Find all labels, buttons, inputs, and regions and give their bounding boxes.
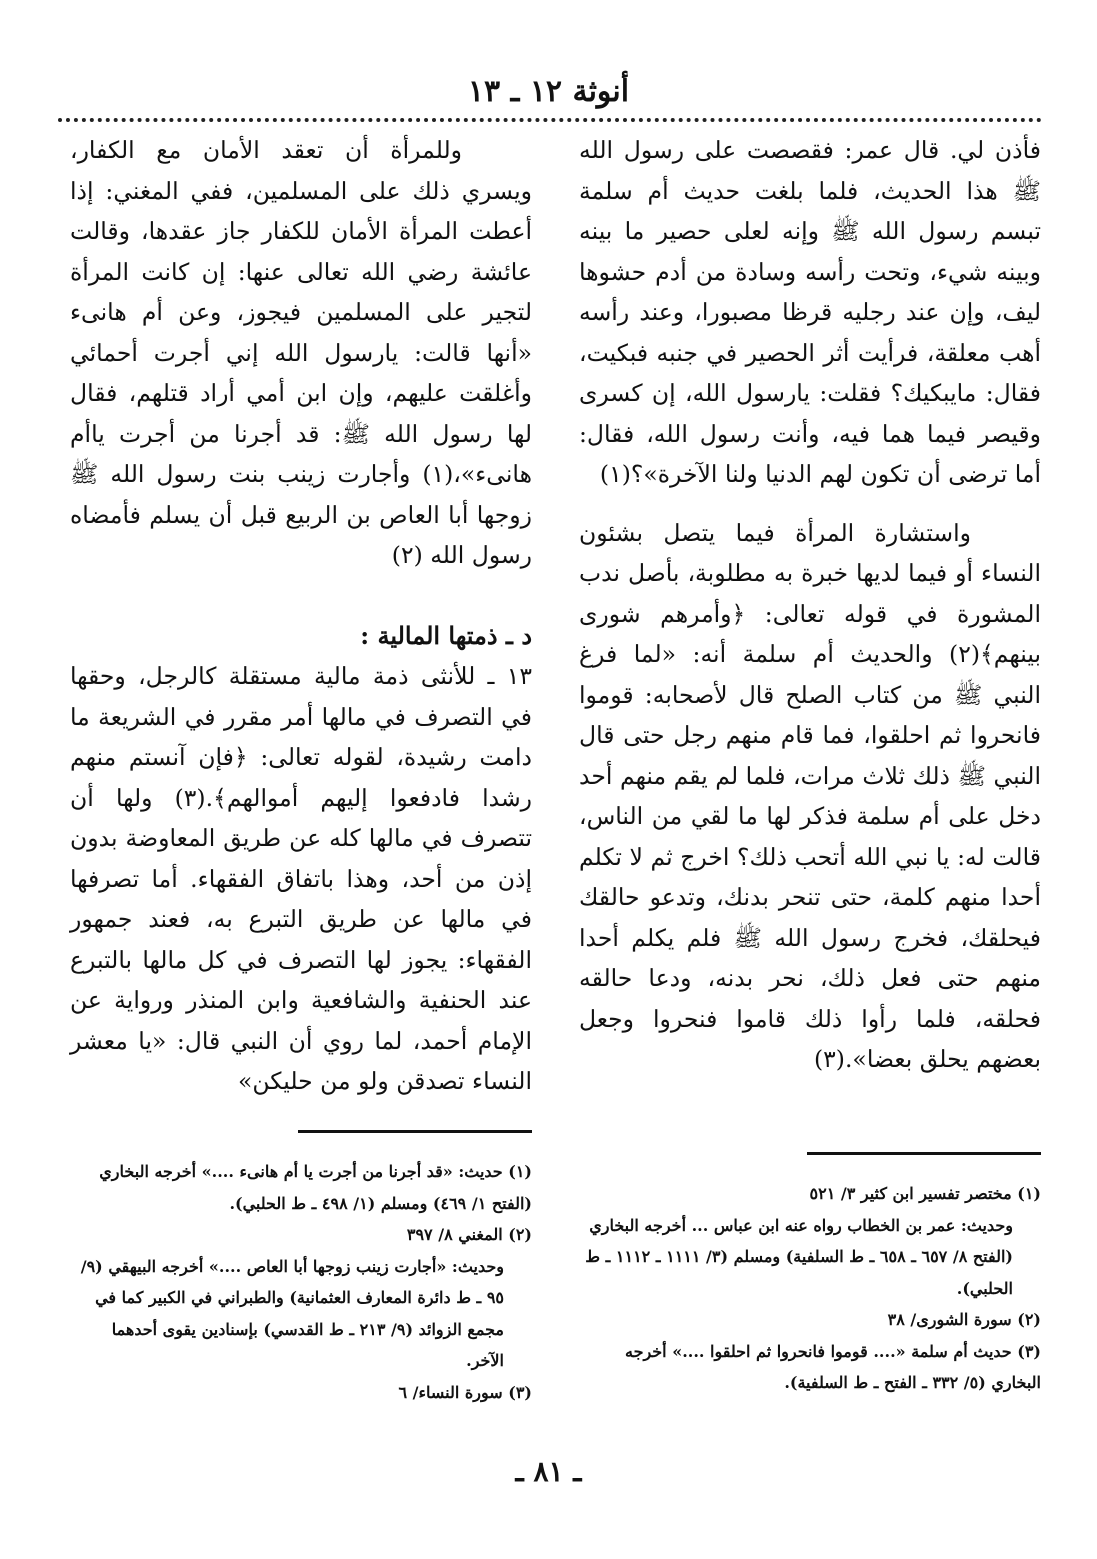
left-paragraph-1: وللمرأة أن تعقد الأمان مع الكفار، ويسري ذلك على المسلمين، ففي المغني: إذا أعطت المرأة الأمان للكفار جاز عقدها، وقالت عائشة رضي الله تعالى عنها: إن كانت المرأة لتجير على المسلمين فيجوز، وعن أم هانىء «أنها قالت: يارسول الله إني أجرت أحمائي وأغلقت عليهم، وإن ابن أمي أراد قتلهم، فقال لها رسول الله ﷺ: قد أجرنا من أجرت ياأم هانىء»،(١) وأجارت زينب بنت رسول الله ﷺ زوجها أبا العاص بن الربيع قبل أن يسلم فأمضاه رسول الله (٢) [70,136,532,569]
left-column [70,130,532,1102]
footnote-left-3: (٣) سورة النساء/ ٦ [398,1382,532,1402]
footnote-left-2-detail: وحديث: «أجارت زينب زوجها أبا العاص ....» أخرجه البيهقي (٩/ ٩٥ ـ ط دائرة المعارف العثمانية) والطبراني في الكبير كما في مجمع الزوائد (٩/ ٢١٣ ـ ط القدسي) بإسنادين يقوى أحدهما الآخر. [80,1256,504,1370]
footnote-right-3: (٣) حديث أم سلمة «.... قوموا فانحروا ثم احلقوا ....» أخرجه البخاري (٥/ ٣٣٢ ـ الفتح ـ ط السلفية). [624,1341,1041,1392]
right-column [579,130,1041,1080]
section-heading: د ـ ذمتها المالية : [360,620,532,650]
footnote-left-1: (١) حديث: «قد أجرنا من أجرت يا أم هانىء ....» أخرجه البخاري (الفتح ١/ ٤٦٩) ومسلم (١/ ٤٩٨ ـ ط الحلبي). [99,1162,532,1213]
footnote-right-1-detail: وحديث: عمر بن الخطاب رواه عنه ابن عباس ... أخرجه البخاري (الفتح ٨/ ٦٥٧ ـ ٦٥٨ ـ ط السلفية) ومسلم (٣/ ١١١١ ـ ١١١٢ ـ ط الحلبي). [585,1215,1013,1298]
page-title: أنوثة ١٢ ـ ١٣ [467,74,630,109]
right-paragraph-2: واستشارة المرأة فيما يتصل بشئون النساء أو فيما لديها خبرة به مطلوبة، بأصل ندب المشورة في قوله تعالى: ﴿وأمرهم شورى بينهم﴾(٢) والحديث أم سلمة أنه: «لما فرغ النبي ﷺ من كتاب الصلح قال لأصحابه: قوموا فانحروا ثم احلقوا، فما قام منهم رجل حتى قال النبي ﷺ ذلك ثلاث مرات، فلما لم يقم منهم أحد دخل على أم سلمة فذكر لها ما لقي من الناس، قالت له: يا نبي الله أتحب ذلك؟ اخرج ثم لا تكلم أحدا منهم كلمة، حتى تنحر بدنك، وتدعو حالقك فيحلقك، فخرج رسول الله ﷺ فلم يكلم أحدا منهم حتى فعل ذلك، نحر بدنه، ودعا حالقه فحلقه، فلما رأوا ذلك قاموا فنحروا وجعل بعضهم يحلق بعضا».(٣) [579,518,1041,1073]
footnotes-right [579,1178,1041,1399]
header-divider [58,118,1042,122]
footnotes-left [70,1156,532,1408]
footnote-divider-left [298,1130,532,1133]
left-paragraph-2: ١٣ ـ للأنثى ذمة مالية مستقلة كالرجل، وحقها في التصرف في مالها أمر مقرر في الشريعة ما دامت رشيدة، لقوله تعالى: ﴿فإن آنستم منهم رشدا فادفعوا إليهم أموالهم﴾.(٣) ولها أن تتصرف في مالها كله عن طريق المعاوضة بدون إذن من أحد، وهذا باتفاق الفقهاء. أما تصرفها في مالها عن طريق التبرع به، فعند جمهور الفقهاء: يجوز لها التصرف في كل مالها بالتبرع عند الحنفية والشافعية وابن المنذر ورواية عن الإمام أحمد، لما روي أن النبي قال: «يا معشر النساء تصدقن ولو من حليكن» [70,662,532,1095]
footnote-left-2: (٢) المغني ٨/ ٣٩٧ [406,1225,532,1244]
page-number: ـ ٨١ ـ [515,1455,582,1488]
footnote-divider-right [807,1152,1041,1155]
footnote-right-1: (١) مختصر تفسير ابن كثير ٣/ ٥٢١ [809,1184,1041,1203]
right-paragraph-1: فأذن لي. قال عمر: فقصصت على رسول الله ﷺ هذا الحديث، فلما بلغت حديث أم سلمة تبسم رسول الله ﷺ وإنه لعلى حصير ما بينه وبينه شيء، وتحت رأسه وسادة من أدم حشوها ليف، وإن عند رجليه قرظا مصبورا، وعند رأسه أهب معلقة، فرأيت أثر الحصير في جنبه فبكيت، فقال: مايبكيك؟ فقلت: يارسول الله، إن كسرى وقيصر فيما هما فيه، وأنت رسول الله، فقال: أما ترضى أن تكون لهم الدنيا ولنا الآخرة»؟(١) [579,136,1041,488]
footnote-right-2: (٢) سورة الشورى/ ٣٨ [887,1310,1041,1329]
